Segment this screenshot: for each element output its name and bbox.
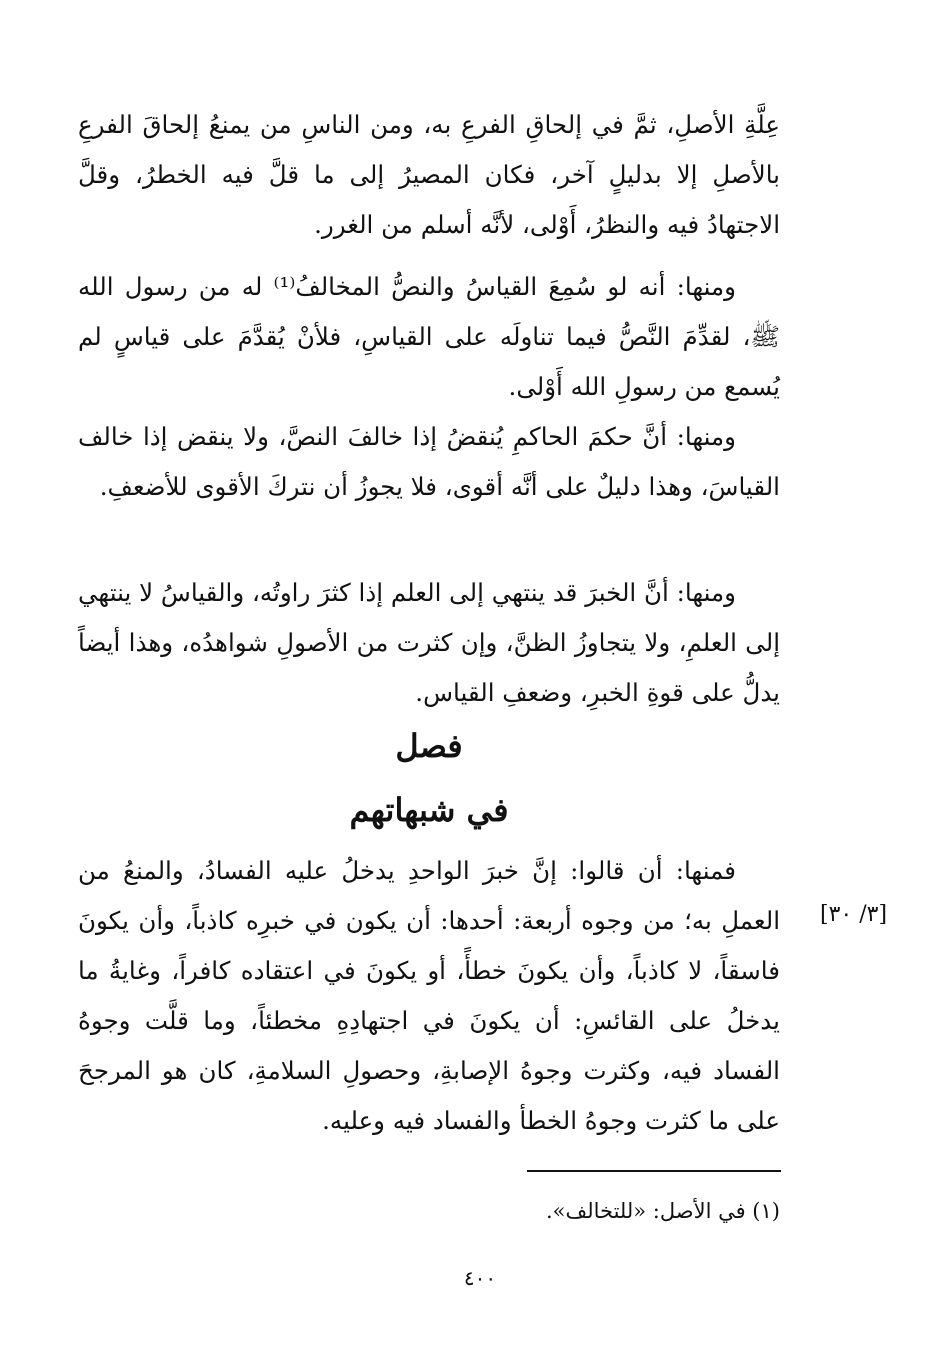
section-heading: فصل — [395, 727, 463, 765]
paragraph-report-knowledge: ومنها: أنَّ الخبرَ قد ينتهي إلى العلم إذا كثرَ راوتُه، والقياسُ لا ينتهي إلى العلمِ، ولا يتجاوزُ الظنَّ، وإن كثرت من الأصولِ شواهدُه، وهذا أيضاً يدلُّ على قوةِ الخبرِ، وضعفِ القياس. — [78, 578, 780, 707]
paragraph-continuation: عِلَّةِ الأصلِ، ثمَّ في إلحاقِ الفرعِ به، ومن الناسِ من يمنعُ إلحاقَ الفرعِ بالأصلِ إلا بدليلٍ آخر، فكان المصيرُ إلى ما قلَّ فيه الخطرُ، وقلَّ الاجتهادُ فيه والنظرُ، أَوْلى، لأنَّه أسلم من الغرر. — [78, 110, 780, 239]
section-subtitle: في شبهاتهم — [349, 791, 509, 829]
footnote-divider — [527, 1170, 781, 1172]
margin-volume-page-reference: [٣/ ٣٠] — [820, 902, 888, 927]
paragraph-their-objections: فمنها: أن قالوا: إنَّ خبرَ الواحدِ يدخلُ عليه الفسادُ، والمنعُ من العملِ به؛ من وجوه أربعة: أحدها: أن يكون في خبرِه كاذباً، وأن يكونَ فاسقاً، لا كاذباً، وأن يكونَ خطأً، أو يكونَ في اعتقاده كافراً، وغايةُ ما يدخلُ على القائسِ: أن يكونَ في اجتهادِهِ مخطئاً، وما قلَّت وجوهُ الفساد فيه، وكثرت وجوهُ الإصابةِ، وحصولِ السلامةِ، كان هو المرجحَ على ما كثرت وجوهُ الخطأ والفساد فيه وعليه. — [78, 856, 780, 1135]
paragraph-judge-ruling: ومنها: أنَّ حكمَ الحاكمِ يُنقضُ إذا خالفَ النصَّ، ولا ينقض إذا خالف القياسَ، وهذا دليلٌ على أنَّه أقوى، فلا يجوزُ أن نتركَ الأقوى للأضعفِ. — [78, 422, 780, 501]
footnote: (١) في الأصل: «للتخالف». — [545, 1199, 780, 1223]
page-number: ٤٠٠ — [463, 1266, 497, 1290]
paragraph-second-argument: ومنها: أنه لو سُمِعَ القياسُ والنصُّ المخالفُ⁽¹⁾ له من رسول الله ﷺ، لقدِّمَ النَّصُّ فيما تناولَه على القياسِ، فلأنْ يُقدَّمَ على قياسٍ لم يُسمع من رسولِ الله أَوْلى. — [78, 272, 780, 401]
